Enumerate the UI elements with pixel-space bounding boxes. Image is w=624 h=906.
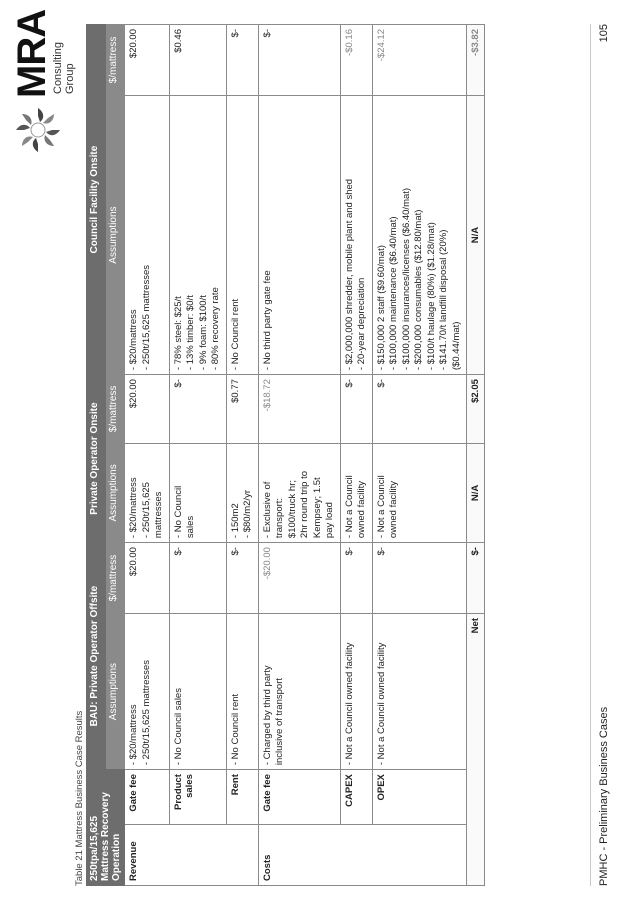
- assumption-list: [128, 100, 153, 370]
- assumption-line: - No Council sales: [172, 688, 184, 766]
- assumption-line: - 250t/15,625 mattresses: [140, 265, 152, 371]
- assumption-line: - 80% recovery rate: [210, 287, 221, 371]
- assumptions-cell-poo: [372, 443, 467, 542]
- group-header-private-onsite: Private Operator Onsite: [87, 375, 106, 543]
- value-cell-poo: $0.77: [226, 375, 258, 444]
- assumption-list: [262, 618, 287, 765]
- assumptions-cell-cfo: [169, 96, 226, 375]
- assumption-line: 2hr round trip to: [299, 470, 310, 539]
- assumption-line: - $20/mattress: [128, 704, 139, 766]
- assumption-line: - $100,000 maintenance ($6.40/mat): [388, 216, 399, 371]
- assumptions-cell-poo: [125, 443, 170, 542]
- net-row: [467, 25, 485, 886]
- value-cell-bau: $-: [169, 543, 226, 614]
- value-cell-cfo: -$24.12: [372, 25, 467, 96]
- subheader-assumptions: Assumptions: [106, 96, 125, 375]
- line-item-label: OPEX: [372, 770, 467, 824]
- assumption-line: - $200,000 consumables ($12.80/mat): [413, 209, 424, 371]
- table-row: [125, 25, 170, 886]
- assumption-list: [262, 448, 337, 538]
- assumption-line: - Exclusive of: [261, 481, 273, 539]
- assumption-list: [173, 618, 186, 765]
- assumption-list: [344, 618, 357, 765]
- assumption-list: [262, 100, 275, 370]
- assumptions-cell-bau: [372, 614, 467, 770]
- assumption-line: ($0.44/mat): [450, 321, 462, 371]
- net-value-poo: $2.05: [467, 375, 485, 444]
- assumption-line: - Not a Council: [375, 475, 387, 539]
- company-logo: [8, 9, 78, 154]
- assumption-list: [230, 448, 255, 538]
- value-cell-cfo: $-: [226, 25, 258, 96]
- assumptions-cell-bau: [226, 614, 258, 770]
- assumptions-cell-cfo: [258, 96, 340, 375]
- assumption-line: - $80/m2/yr: [242, 490, 253, 539]
- assumption-line: - 13% timber: $0/t: [185, 295, 196, 371]
- assumption-line: - No Council rent: [229, 693, 241, 766]
- assumption-line: - 250t/15,625: [140, 482, 152, 539]
- value-cell-bau: $-: [372, 543, 467, 614]
- assumptions-cell-poo: [340, 443, 372, 542]
- assumptions-cell-cfo: [340, 96, 372, 375]
- subheader-unit: $/mattress: [106, 25, 125, 96]
- value-cell-bau: $20.00: [125, 543, 170, 614]
- assumptions-cell-poo: [226, 443, 258, 542]
- table-caption: Table 21 Mattress Business Case Results: [74, 710, 85, 886]
- group-header-council-onsite: Council Facility Onsite: [87, 25, 106, 375]
- assumptions-cell-poo: [258, 443, 340, 542]
- value-cell-bau: $-: [340, 543, 372, 614]
- assumption-line: - $100/t haulage (80%) ($1.28/mat): [425, 222, 437, 371]
- footer-title: PMHC - Preliminary Business Cases: [598, 706, 610, 886]
- assumption-line: mattresses: [153, 491, 164, 539]
- assumptions-cell-bau: [340, 614, 372, 770]
- line-item-label: Rent: [226, 770, 258, 824]
- footer-divider: [590, 24, 591, 886]
- table-row: [372, 25, 467, 886]
- assumption-list: [128, 618, 153, 765]
- page-number: 105: [598, 24, 610, 43]
- table-row: [169, 25, 226, 886]
- value-cell-cfo: $-: [258, 25, 340, 96]
- assumption-line: - 9% foam: $100/t: [197, 295, 209, 371]
- assumption-list: [344, 448, 369, 538]
- assumptions-cell-bau: [125, 614, 170, 770]
- value-cell-poo: $-: [340, 375, 372, 444]
- assumption-line: - Charged by third party: [261, 665, 273, 766]
- assumption-line: - $150,000 2 staff ($9.60/mat): [375, 245, 387, 371]
- logo-swirl-icon: [14, 106, 62, 154]
- assumption-line: - $100,000 insurances/licenses ($6.40/mat): [400, 187, 412, 371]
- assumption-list: [230, 618, 243, 765]
- assumption-line: owned facility: [388, 481, 399, 539]
- assumption-list: [128, 448, 166, 538]
- group-header-bau: BAU: Private Operator Offsite: [87, 543, 106, 770]
- assumption-line: - 78% steel: $25/t: [172, 296, 184, 371]
- subheader-assumptions: Assumptions: [106, 614, 125, 770]
- line-item-label: CAPEX: [340, 770, 372, 824]
- assumption-line: Kempsey; 1.5t: [311, 477, 323, 539]
- assumption-line: - 20-year depreciation: [356, 277, 367, 371]
- assumption-line: - 150m2: [229, 503, 241, 539]
- assumption-line: - $141.70/t landfill disposal (20%): [438, 229, 449, 371]
- assumption-line: - Not a Council: [343, 475, 355, 539]
- assumptions-cell-cfo: [125, 96, 170, 375]
- assumptions-cell-bau: [169, 614, 226, 770]
- logo-wordmark: MRA: [10, 9, 54, 98]
- assumption-line: - $20/mattress: [128, 309, 139, 371]
- assumption-list: [173, 448, 198, 538]
- assumption-line: pay load: [324, 502, 335, 539]
- table-row: [340, 25, 372, 886]
- assumption-line: - Not a Council owned facility: [375, 642, 387, 766]
- assumption-line: $100/truck hr;: [286, 479, 298, 539]
- value-cell-poo: -$18.72: [258, 375, 340, 444]
- table-corner-header: 250tpa/15,625 Mattress Recovery Operation: [87, 770, 125, 886]
- section-label: Costs: [258, 824, 467, 885]
- subheader-unit: $/mattress: [106, 543, 125, 614]
- assumption-line: - No Council rent: [229, 298, 241, 371]
- assumption-line: - $2,000,000 shredder, mobile plant and shed: [343, 178, 355, 371]
- assumption-line: sales: [185, 515, 196, 539]
- net-label: Net: [467, 614, 485, 886]
- assumption-line: inclusive of transport: [274, 678, 285, 766]
- table-row: [258, 25, 340, 886]
- net-assumption-poo: N/A: [467, 443, 485, 542]
- line-item-label: Gate fee: [258, 770, 340, 824]
- table-row: [226, 25, 258, 886]
- net-value-cfo: -$3.82: [467, 25, 485, 96]
- assumption-list: [344, 100, 369, 370]
- assumption-list: [230, 100, 243, 370]
- value-cell-cfo: $20.00: [125, 25, 170, 96]
- logo-subtitle: Consulting Group: [52, 42, 76, 94]
- assumption-list: [376, 100, 464, 370]
- assumption-line: owned facility: [356, 481, 367, 539]
- business-case-table: [86, 24, 485, 886]
- assumption-line: transport:: [274, 497, 285, 539]
- line-item-label: Gate fee: [125, 770, 170, 824]
- assumptions-cell-cfo: [226, 96, 258, 375]
- assumption-line: - Not a Council owned facility: [343, 642, 355, 766]
- value-cell-poo: $-: [372, 375, 467, 444]
- value-cell-poo: $-: [169, 375, 226, 444]
- table-body: [125, 25, 485, 886]
- assumptions-cell-cfo: [372, 96, 467, 375]
- value-cell-bau: $-: [226, 543, 258, 614]
- assumption-line: - 250t/15,625 mattresses: [140, 660, 152, 766]
- assumptions-cell-poo: [169, 443, 226, 542]
- assumption-line: - $20/mattress: [128, 477, 139, 539]
- value-cell-cfo: -$0.16: [340, 25, 372, 96]
- assumption-line: - No Council: [172, 485, 184, 539]
- assumption-list: [173, 100, 223, 370]
- assumption-list: [376, 448, 401, 538]
- net-assumption-cfo: N/A: [467, 96, 485, 375]
- assumption-line: - No third party gate fee: [261, 270, 273, 371]
- assumption-list: [376, 618, 389, 765]
- line-item-label: Product sales: [169, 770, 226, 824]
- section-label: Revenue: [125, 824, 259, 885]
- value-cell-cfo: $0.46: [169, 25, 226, 96]
- subheader-unit: $/mattress: [106, 375, 125, 444]
- value-cell-bau: -$20.00: [258, 543, 340, 614]
- assumptions-cell-bau: [258, 614, 340, 770]
- value-cell-poo: $20.00: [125, 375, 170, 444]
- subheader-assumptions: Assumptions: [106, 443, 125, 542]
- net-value-bau: $-: [467, 543, 485, 614]
